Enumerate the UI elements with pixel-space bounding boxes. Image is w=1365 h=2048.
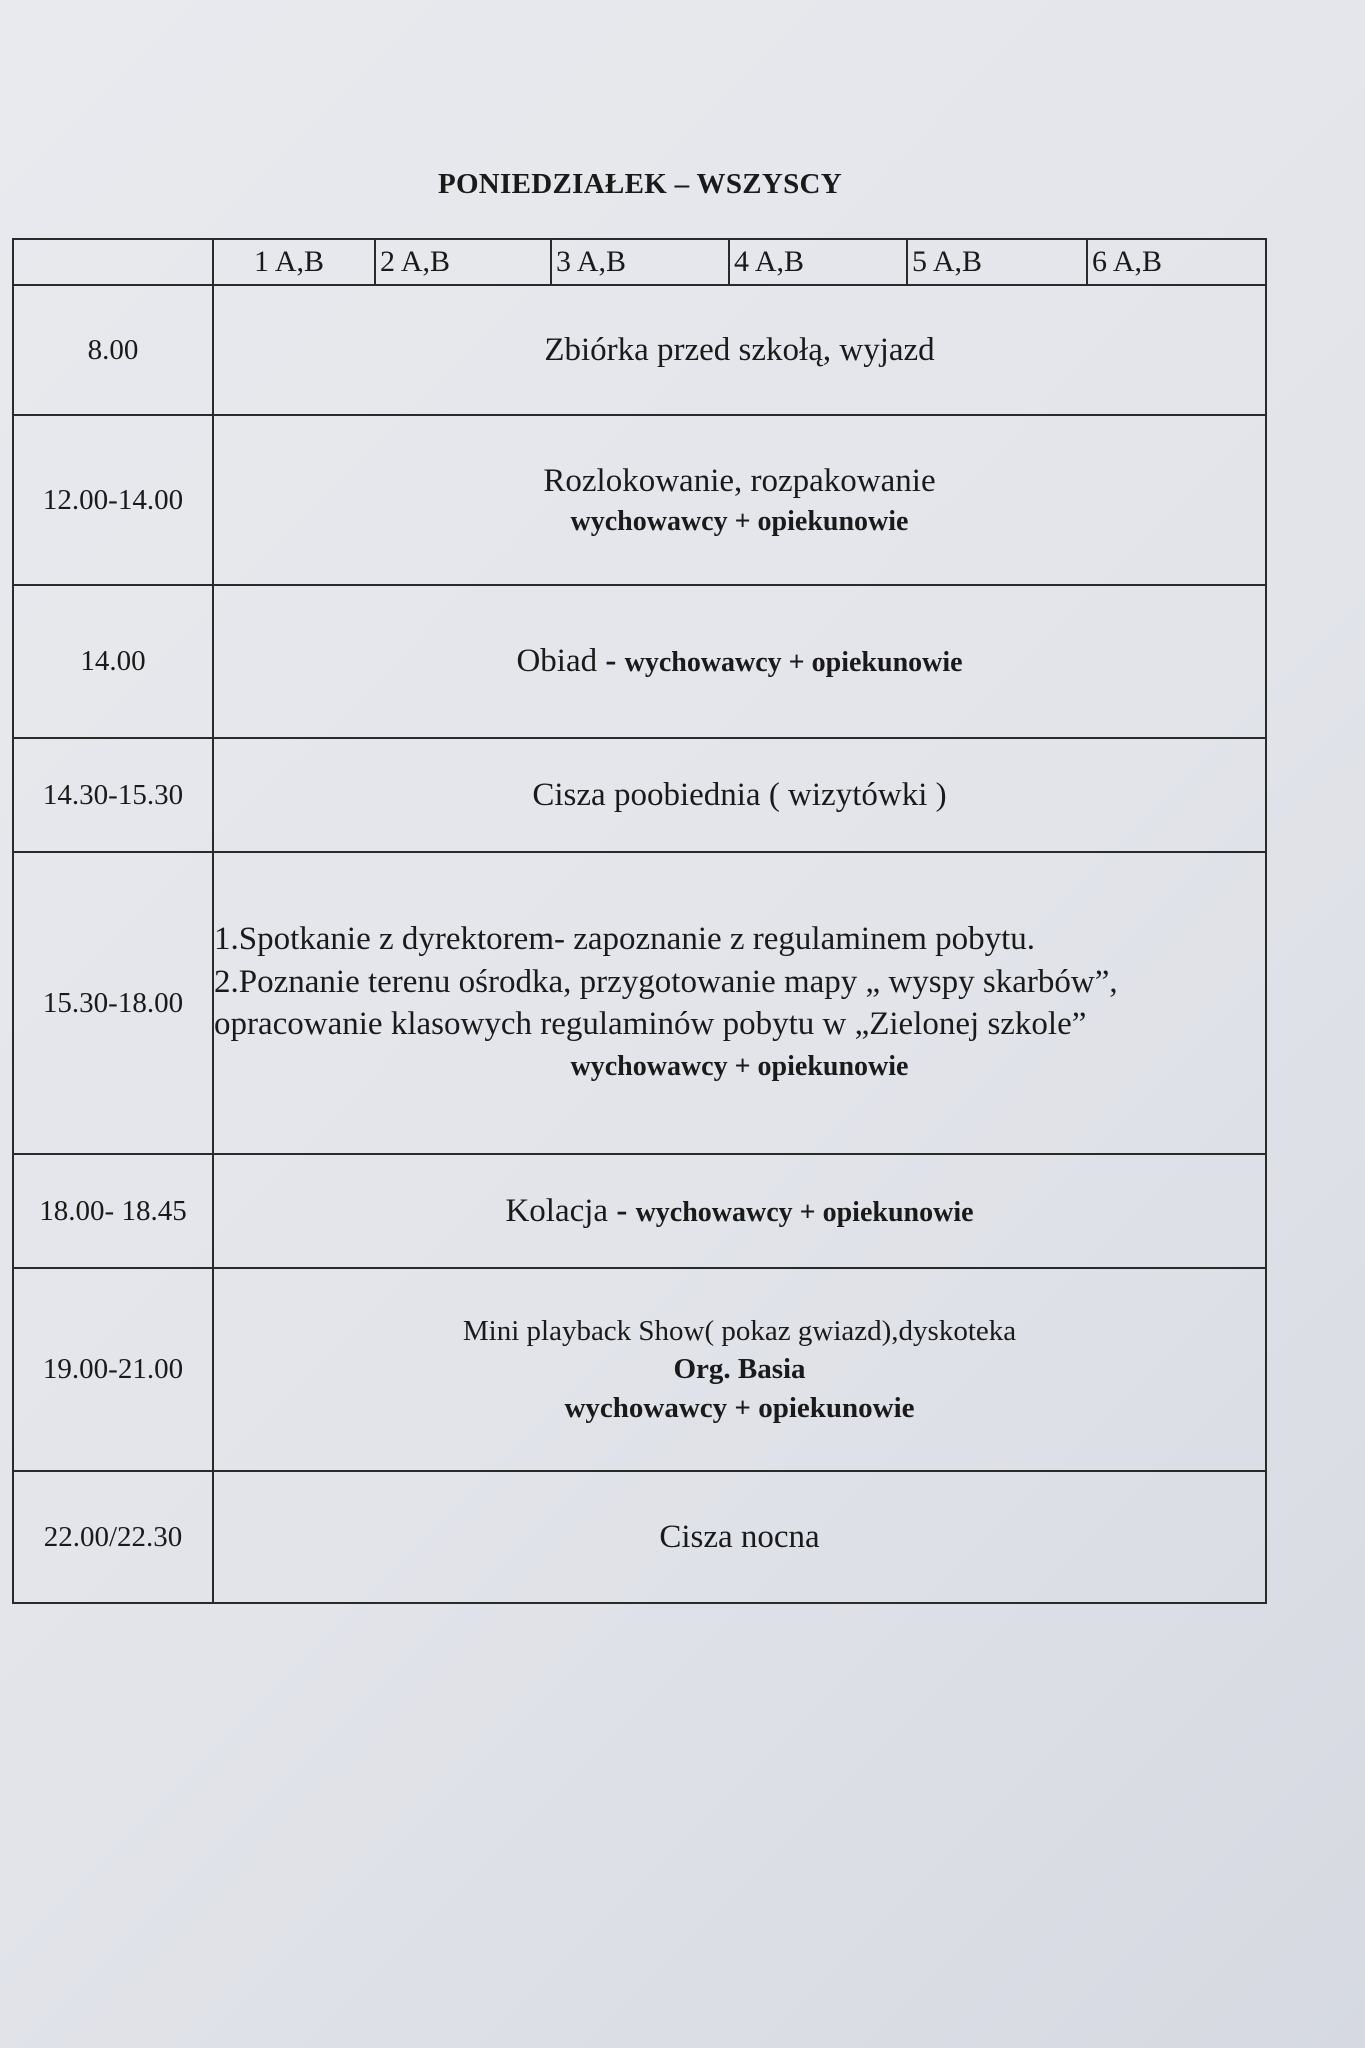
class-header-6: 6 A,B [1087,239,1266,285]
activity-cell [213,852,1266,1154]
time-cell: 18.00- 18.45 [13,1154,213,1268]
time-cell: 14.30-15.30 [13,738,213,852]
supervisors-text: wychowawcy + opiekunowie [570,1051,909,1083]
activity-line-1: 1.Spotkanie z dyrektorem- zapoznanie z regulaminem pobytu. [214,920,1036,957]
class-header-1: 1 A,B [213,239,375,285]
table-row [13,1268,1266,1471]
table-row [13,738,1266,852]
class-header-4: 4 A,B [729,239,907,285]
class-header-2: 2 A,B [375,239,551,285]
dash-separator: - [608,1192,636,1229]
activity-cell [213,585,1266,738]
supervisors-text: wychowawcy + opiekunowie [624,647,963,679]
time-cell: 8.00 [13,285,213,415]
page-title: PONIEDZIAŁEK – WSZYSCY [437,168,843,200]
supervisors-text: wychowawcy + opiekunowie [564,1391,915,1424]
table-row [13,415,1266,585]
activity-cell [213,738,1266,852]
table-row [13,585,1266,738]
time-cell: 12.00-14.00 [13,415,213,585]
time-cell: 22.00/22.30 [13,1471,213,1603]
class-header-5: 5 A,B [907,239,1087,285]
dash-separator: - [597,643,625,680]
activity-line-2: 2.Poznanie terenu ośrodka, przygotowanie mapy „ wyspy skarbów”, opracowanie klasowych regulaminów pobytu w „Zielonej szkole” [214,963,1118,1043]
activity-cell [213,415,1266,585]
table-row [13,285,1266,415]
activity-cell [213,1471,1266,1603]
class-header-3: 3 A,B [551,239,729,285]
activity-text: Mini playback Show( pokaz gwiazd),dyskoteka [462,1315,1017,1348]
activity-cell [213,285,1266,415]
table-row [13,1471,1266,1603]
schedule-table [12,238,1267,1604]
organizer-text: Org. Basia [673,1353,806,1386]
activity-text: Kolacja [505,1192,609,1229]
activity-cell [213,1154,1266,1268]
supervisors-text: wychowawcy + opiekunowie [635,1196,974,1228]
class-header-row [13,239,1266,285]
activity-text: Cisza nocna [659,1518,820,1555]
table-row [13,1154,1266,1268]
time-cell: 15.30-18.00 [13,852,213,1154]
table-row [13,852,1266,1154]
time-cell: 14.00 [13,585,213,738]
activity-text: Rozlokowanie, rozpakowanie [543,462,936,499]
time-cell: 19.00-21.00 [13,1268,213,1471]
header-corner-cell [13,239,213,285]
activity-cell [213,1268,1266,1471]
activity-text: Zbiórka przed szkołą, wyjazd [544,331,935,368]
activity-text: Cisza poobiednia ( wizytówki ) [532,776,947,813]
supervisors-text: wychowawcy + opiekunowie [570,505,909,537]
activity-text: Obiad [516,643,598,680]
